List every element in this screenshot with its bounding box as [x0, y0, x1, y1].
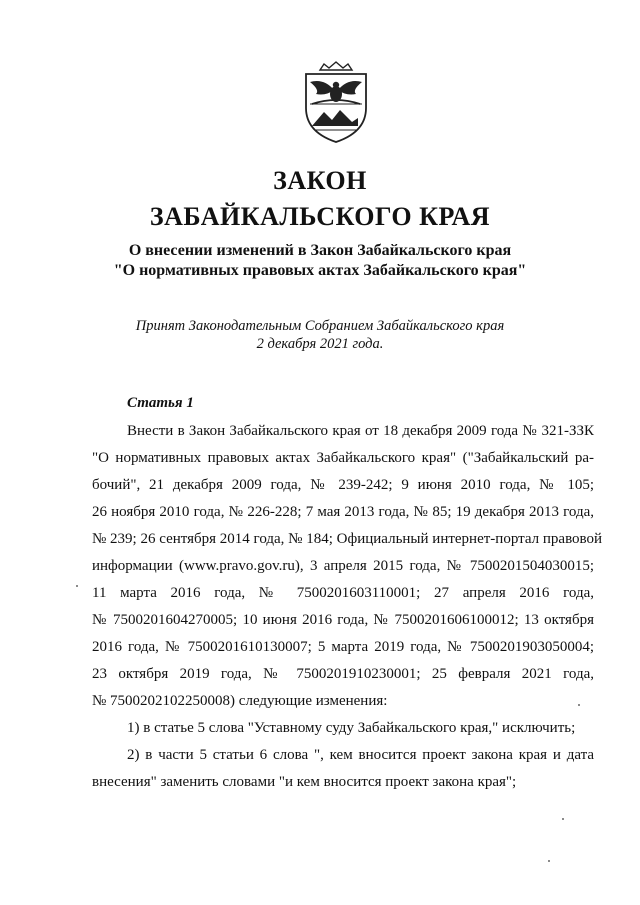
article-text-line: 11 марта 2016 года, № 7500201603110001; 27 апреля 2016 года, — [92, 585, 594, 601]
scan-speck — [548, 860, 550, 862]
article-text-line: 23 октября 2019 года, № 7500201910230001; 25 февраля 2021 года, — [92, 666, 594, 682]
adoption-date: 2 декабря 2021 года. — [256, 336, 384, 352]
adoption-line-1: Принят Законодательным Собранием Забайкальского края — [135, 318, 505, 334]
document-region: ЗАБАЙКАЛЬСКОГО КРАЯ — [149, 202, 491, 231]
document-subject-line-2: "О нормативных правовых актах Забайкальского края" — [113, 262, 527, 279]
amendment-item-1: 1) в статье 5 слова "Уставному суду Забайкальского края," исключить; — [127, 720, 576, 736]
article-text-line: "О нормативных правовых актах Забайкальского края" ("Забайкальский ра- — [92, 450, 594, 466]
scan-speck — [562, 818, 564, 820]
document-subject-line-1: О внесении изменений в Закон Забайкальского края — [128, 242, 512, 259]
scan-speck — [76, 585, 78, 587]
article-text-line: бочий", 21 декабря 2009 года, № 239-242; 9 июня 2010 года, № 105; — [92, 477, 594, 493]
article-text-line: 26 ноября 2010 года, № 226-228; 7 мая 2013 года, № 85; 19 декабря 2013 года, — [92, 504, 594, 520]
article-text-line: информации (www.pravo.gov.ru), 3 апреля 2015 года, № 7500201504030015; — [92, 558, 594, 574]
amendment-item-2: 2) в части 5 статьи 6 слова ", кем вносится проект закона края и дата — [127, 747, 594, 763]
document-title: ЗАКОН — [273, 166, 367, 195]
article-text-line: № 7500201604270005; 10 июня 2016 года, № 7500201606100012; 13 октября — [92, 612, 594, 628]
article-text-line: 2016 года, № 7500201610130007; 5 марта 2019 года, № 7500201903050004; — [92, 639, 594, 655]
article-text-line: внесения" заменить словами "и кем вносится проект закона края"; — [92, 774, 517, 790]
article-text-line: № 7500202102250008) следующие изменения: — [92, 693, 388, 709]
coat-of-arms-icon — [296, 60, 376, 144]
article-text-line: Внести в Закон Забайкальского края от 18 декабря 2009 года № 321-ЗЗК — [127, 423, 594, 439]
article-text-line: № 239; 26 сентября 2014 года, № 184; Официальный интернет-портал правовой — [92, 531, 603, 547]
article-heading: Статья 1 — [127, 395, 194, 411]
scan-speck — [578, 704, 580, 706]
